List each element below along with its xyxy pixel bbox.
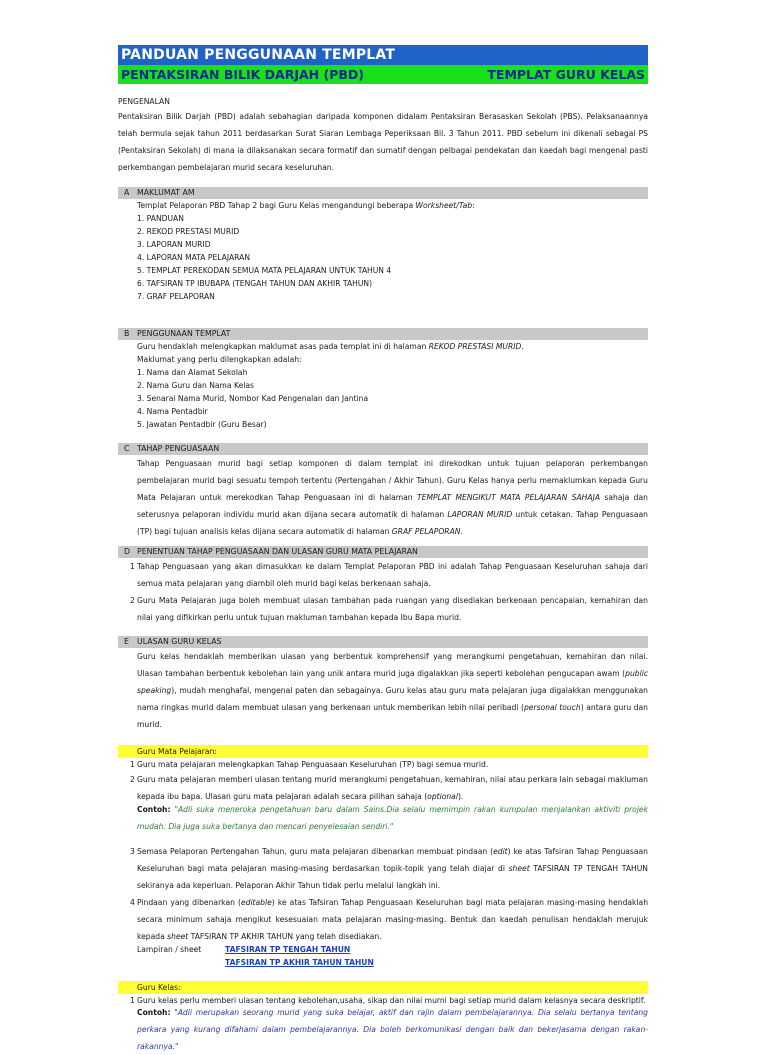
section-c-header	[118, 443, 648, 455]
section-b-header	[118, 328, 648, 340]
section-e-header	[118, 636, 648, 648]
section-letter: B	[124, 329, 130, 338]
link-tafsiran-akhir-tahun[interactable]: TAFSIRAN TP AKHIR TAHUN TAHUN	[225, 958, 374, 967]
list-item: 5. TEMPLAT PEREKODAN SEMUA MATA PELAJARAN UNTUK TAHUN 4	[137, 266, 392, 275]
numbered-item: 3 Semasa Pelaporan Pertengahan Tahun, guru mata pelajaran dibenarkan membuat pindaan (edit) ke atas Tafsiran Tahap Penguasaan Keseluruhan bagi mata pelajaran masing-masing berdasarkan topik-topik yang telah diajar di sheet TAFSIRAN TP TENGAH TAHUN sekiranya ada keperluan. Pelaporan Akhir Tahun tidak perlu melalui langkah ini.	[130, 847, 648, 890]
numbered-item: 1 Guru kelas perlu memberi ulasan tentang kebolehan,usaha, sikap dan nilai murni bagi setiap murid dalam kelasnya secara deskriptif.	[130, 996, 646, 1005]
section-title: MAKLUMAT AM	[137, 188, 195, 197]
section-c-text: Tahap Penguasaan murid bagi setiap komponen di dalam templat ini direkodkan untuk tujuan pelaporan perkembangan pembelajaran murid bagi sesuatu tempoh tertentu (Pertengahan / Akhir Tahun). Guru Kelas hanya perlu memaklumkan kepada Guru Mata Pelajaran untuk merekodkan Tahap Penguasaan ini di halaman TEMPLAT MENGIKUT MATA PELAJARAN SAHAJA sahaja dan seterusnya pelaporan individu murid akan dijana secara automatik di halaman LAPORAN MURID untuk cetakan. Tahap Penguasaan (TP) bagi tujuan analisis kelas dijana secara automatik di halaman GRAF PELAPORAN.	[137, 459, 648, 536]
list-item: 4. LAPORAN MATA PELAJARAN	[137, 253, 251, 262]
list-item: 3. Senarai Nama Murid, Nombor Kad Pengenalan dan Jantina	[137, 394, 369, 403]
example-gmp: Contoh: "Adli suka meneroka pengetahuan baru dalam Sains.Dia selalu memimpin rakan kumpulan menjalankan aktiviti projek mudah. Dia juga suka bertanya dan mencari penyelesaian sendiri."	[137, 805, 648, 831]
section-letter: C	[124, 444, 130, 453]
subtitle-bar	[118, 65, 648, 84]
intro-text: Pentaksiran Bilik Darjah (PBD) adalah sebahagian daripada komponen didalam Pentaksiran Berasaskan Sekolah (PBS). Pelaksanaannya telah bermula sejak tahun 2011 berdasarkan Surat Siaran Lembaga Peperiksaan Bil. 3 Tahun 2011. PBD sebelum ini dikenali sebagai PS (Pentaksiran Sekolah) di mana ia dilaksanakan secara formatif dan sumatif dengan pelbagai pendekatan dan kaedah bagi mengenal pasti perkembangan pembelajaran murid secara keseluruhan.	[118, 112, 648, 172]
section-letter: A	[124, 188, 130, 197]
guru-mata-pelajaran-heading: Guru Mata Pelajaran:	[118, 745, 648, 758]
section-letter: D	[124, 547, 131, 556]
lampiran-label: Lampiran / sheet	[137, 945, 202, 954]
list-item: 1. PANDUAN	[137, 214, 184, 223]
numbered-item: 2 Guru Mata Pelajaran juga boleh membuat ulasan tambahan pada ruangan yang disediakan berkenaan pencapaian, kemahiran dan nilai yang difikirkan perlu untuk tujuan makluman tambahan kepada Ibu Bapa murid.	[130, 596, 648, 622]
subtitle-right: TEMPLAT GURU KELAS	[487, 67, 645, 82]
document-body	[118, 92, 648, 1055]
link-tafsiran-tengah-tahun[interactable]: TAFSIRAN TP TENGAH TAHUN	[225, 945, 351, 954]
list-item: 2. Nama Guru dan Nama Kelas	[137, 381, 254, 390]
section-e-body	[118, 648, 648, 733]
guru-kelas-heading: Guru Kelas:	[118, 981, 648, 994]
numbered-item: 1 Guru mata pelajaran melengkapkan Tahap Penguasaan Keseluruhan (TP) bagi semua murid.	[130, 760, 489, 769]
subtitle-left: PENTAKSIRAN BILIK DARJAH (PBD)	[121, 67, 364, 82]
section-title: PENGGUNAAN TEMPLAT	[137, 329, 231, 338]
section-a-intro: Templat Pelaporan PBD Tahap 2 bagi Guru Kelas mengandungi beberapa Worksheet/Tab:	[137, 201, 475, 210]
page-title: PANDUAN PENGGUNAAN TEMPLAT	[118, 45, 648, 65]
list-item: 1. Nama dan Alamat Sekolah	[137, 368, 248, 377]
example-gk: Contoh: "Adli merupakan seorang murid yang suka belajar, aktif dan rajin dalam pembelajarannya. Dia selalu bertanya tentang perkara yang kurang difahami dalam pembelajarannya. Dia boleh berkomunikasi dengan baik dan bekerjasama dengan rakan-rakannya."	[137, 1008, 648, 1051]
numbered-item: 4 Pindaan yang dibenarkan (editable) ke atas Tafsiran Tahap Penguasaan Keseluruhan bagi mata pelajaran masing-masing hendaklah secara minimum sahaja mengikut kesesuaian mata pelajaran masing-masing. Bentuk dan kaedah penulisan hendaklah merujuk kepada sheet TAFSIRAN TP AKHIR TAHUN yang telah disediakan.	[130, 898, 649, 941]
section-title: TAHAP PENGUASAAN	[137, 444, 220, 453]
list-item: 6. TAFSIRAN TP IBUBAPA (TENGAH TAHUN DAN AKHIR TAHUN)	[137, 279, 373, 288]
list-item: 3. LAPORAN MURID	[137, 240, 211, 249]
section-d-body	[118, 558, 648, 626]
list-item: 2. REKOD PRESTASI MURID	[137, 227, 240, 236]
list-item: 4. Nama Pentadbir	[137, 407, 208, 416]
numbered-item: 2 Guru mata pelajaran memberi ulasan tentang murid merangkumi pengetahuan, kemahiran, nilai atau perkara lain sebagai makluman kepada ibu bapa. Ulasan guru mata pelajaran adalah secara pilihan sahaja (optional).	[130, 775, 648, 801]
section-b-line1: Guru hendaklah melengkapkan maklumat asas pada templat ini di halaman REKOD PRESTASI MURID.	[137, 342, 524, 351]
intro-heading: PENGENALAN	[118, 97, 170, 106]
list-item: 5. Jawatan Pentadbir (Guru Besar)	[137, 420, 267, 429]
numbered-item: 1 Tahap Penguasaan yang akan dimasukkan ke dalam Templat Pelaporan PBD ini adalah Tahap Penguasaan Keseluruhan sahaja dari semua mata pelajaran yang diambil oleh murid bagi kelas berkenaan sahaja.	[130, 562, 648, 588]
section-title: ULASAN GURU KELAS	[137, 637, 222, 646]
section-a-header	[118, 187, 648, 199]
guru-kelas-body	[118, 994, 648, 1055]
section-b-line2: Maklumat yang perlu dilengkapkan adalah:	[137, 355, 302, 364]
section-b-body	[118, 340, 648, 431]
list-item: 7. GRAF PELAPORAN	[137, 292, 215, 301]
section-title: PENENTUAN TAHAP PENGUASAAN DAN ULASAN GURU MATA PELAJARAN	[137, 547, 418, 556]
section-a-body	[118, 199, 648, 303]
section-e-text: Guru kelas hendaklah memberikan ulasan yang berbentuk komprehensif yang merangkumi pengetahuan, kemahiran dan nilai. Ulasan tambahan berbentuk kebolehan lain yang unik antara murid juga digalakkan jika seperti kebolehan pengucapan awam (public speaking), mudah menghafal, mengenal paten dan sebagainya. Guru kelas atau guru mata pelajaran juga digalakkan menggunakan nama ringkas murid dalam membuat ulasan yang berkenaan untuk memberikan lebih nilai peribadi (personal touch) antara guru dan murid.	[137, 652, 648, 729]
guru-mata-pelajaran-body	[118, 758, 648, 969]
section-c-body	[118, 455, 648, 540]
section-d-header	[118, 546, 648, 558]
section-letter: E	[124, 637, 129, 646]
lampiran-row	[118, 956, 648, 969]
